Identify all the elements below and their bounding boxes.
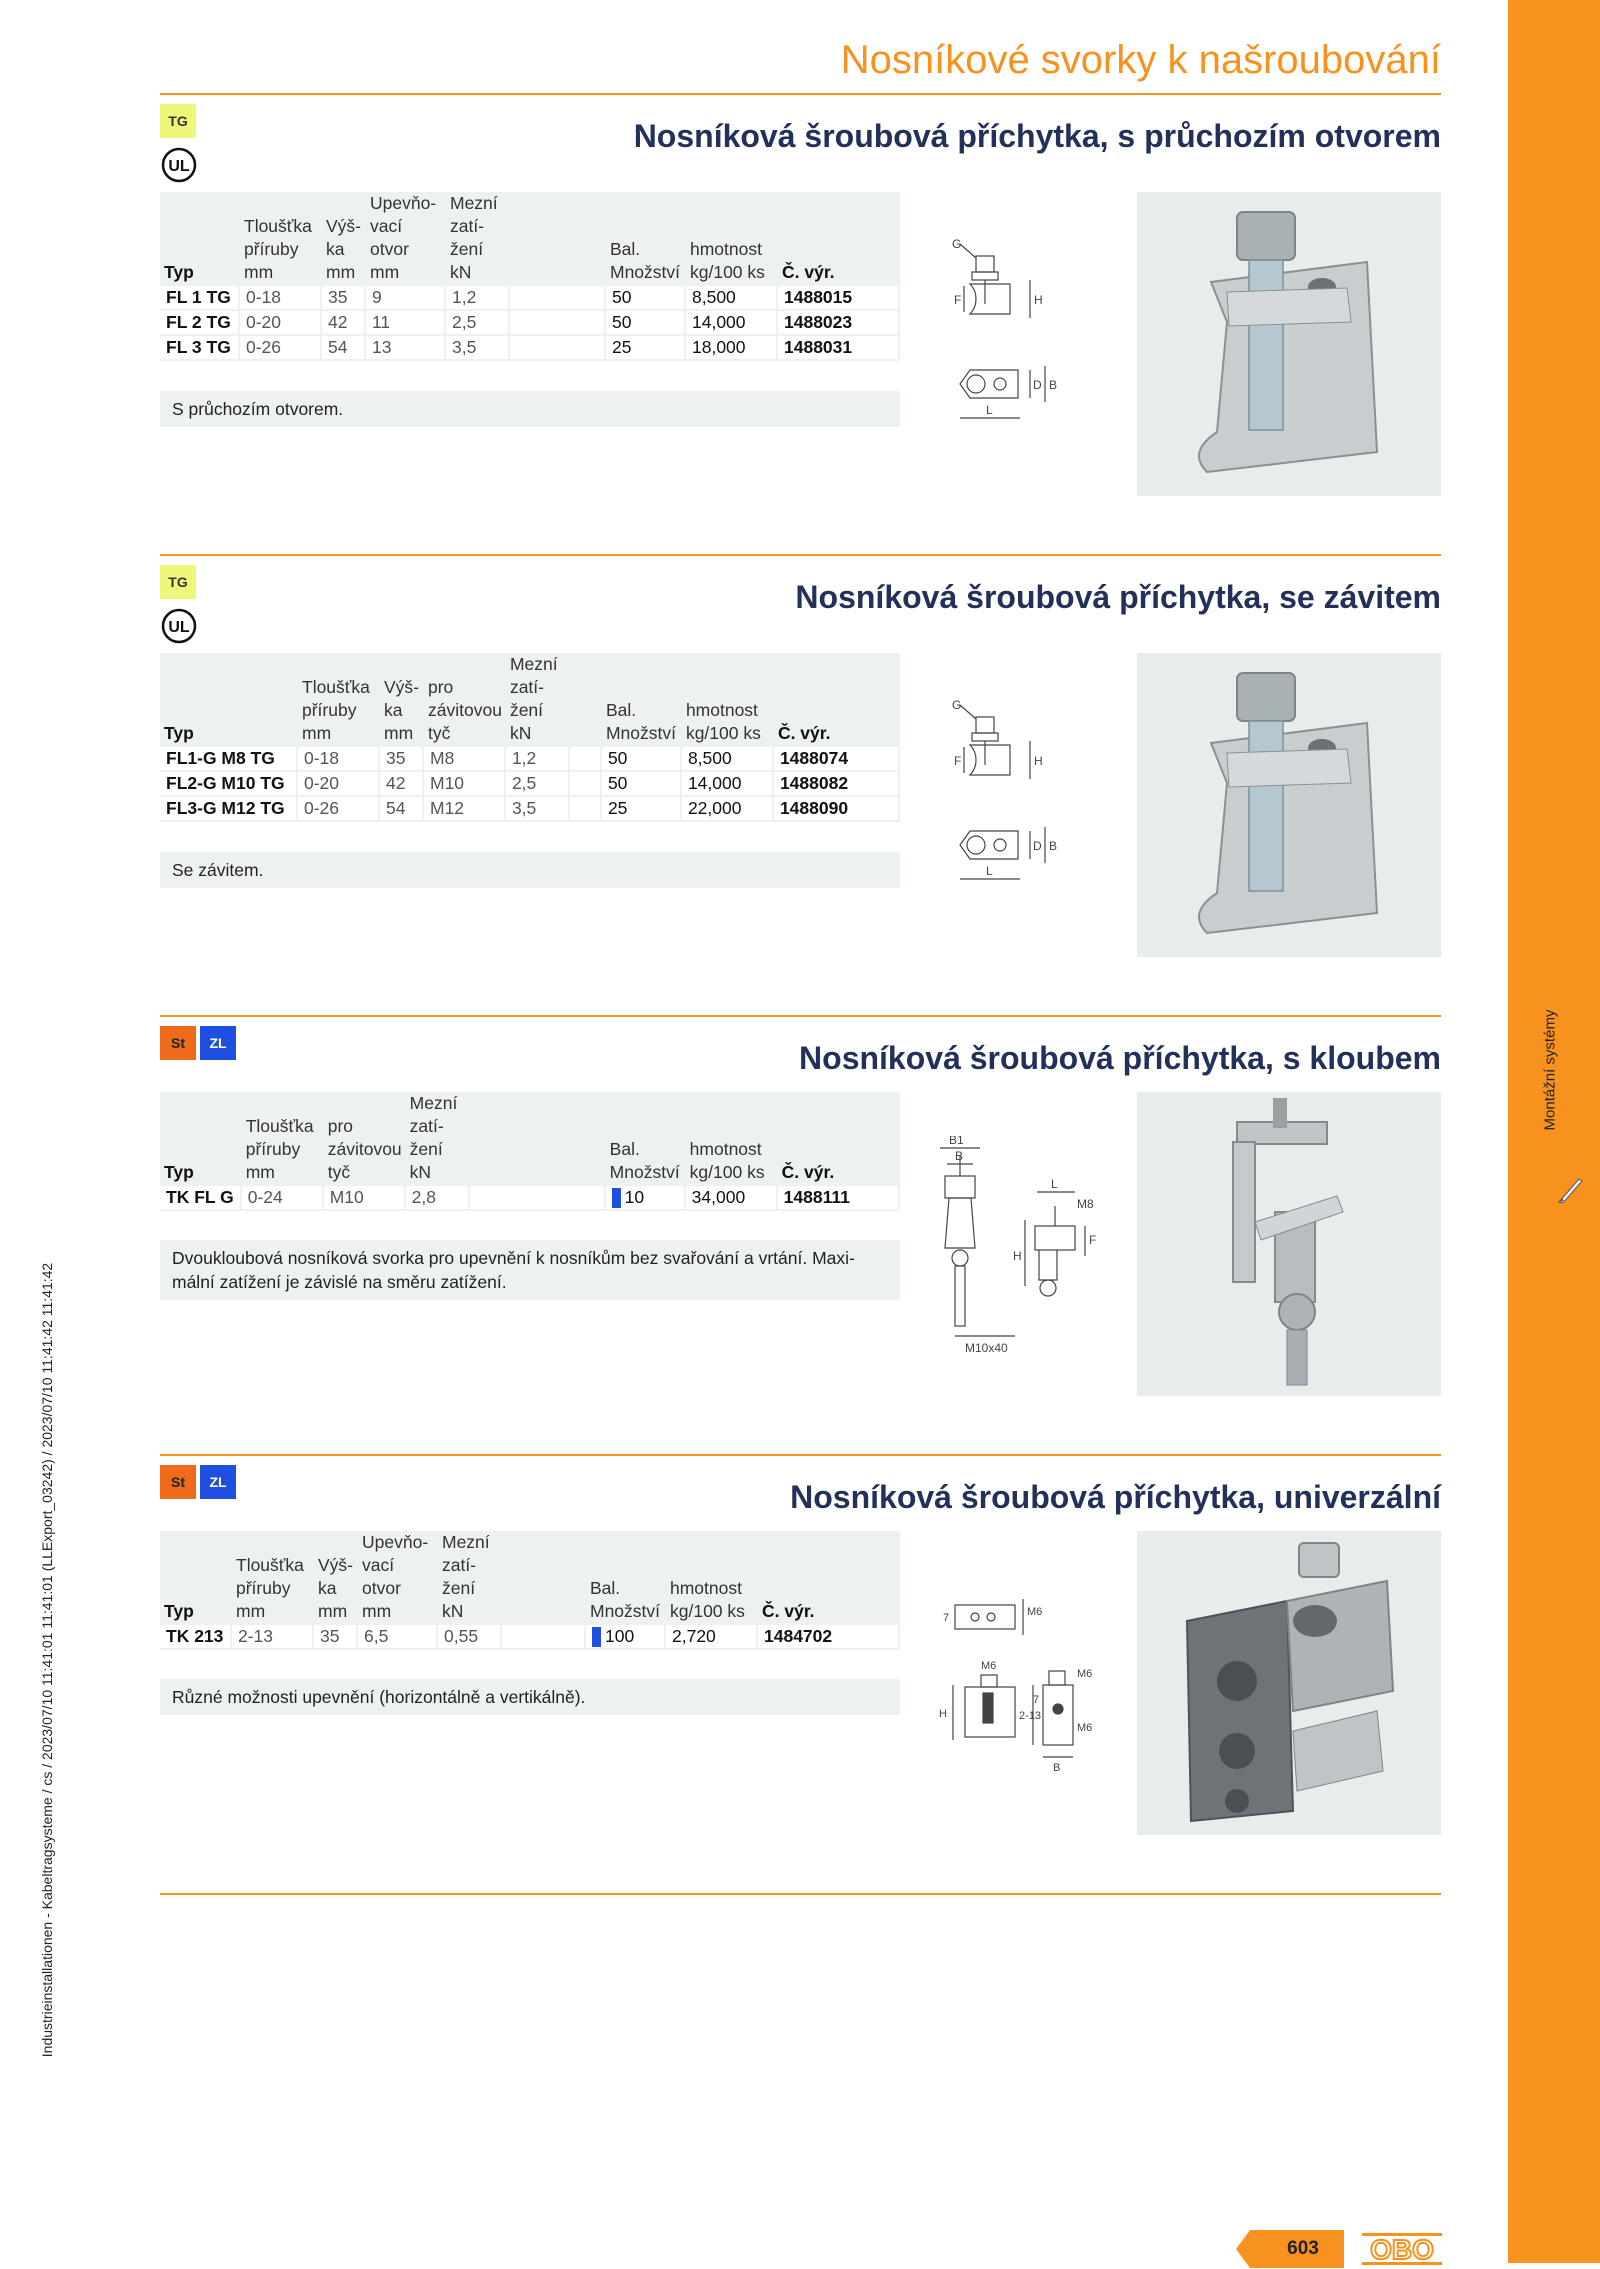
page-title: Nosníkové svorky k našroubování (840, 38, 1441, 82)
dim-label: H (1013, 1249, 1022, 1263)
dim-label: M8 (1077, 1197, 1094, 1211)
dim-label: L (986, 403, 993, 417)
svg-text:UL: UL (168, 619, 190, 636)
technical-drawing (925, 1585, 1115, 1795)
dim-label: 2-13 (1019, 1710, 1042, 1722)
table-row: FL1-G M8 TG 0-18 35 M8 1,2 50 8,500 1488074 (160, 747, 900, 772)
table-header-row: Typ Tloušťka příruby mm Výš- ka mm Upevňo- vací otvor mm Mezní zatí- žení kN Bal. Množství hmotnost kg/100 ks Č. výr. (164, 1532, 815, 1621)
material-badge-tg: TG (160, 104, 196, 138)
material-badge-st: St (160, 1465, 196, 1499)
table-header-row: Typ Tloušťka příruby mm Výš- ka mm pro závitovou tyč Mezní zatí- žení kN Bal. Množství hmotnost kg/100 ks Č. výr. (164, 654, 831, 743)
product-section-hinged (160, 1026, 1441, 1466)
table-row: TK FL G 0-24 M10 2,8 10 34,000 1488111 (160, 1186, 900, 1211)
product-photo (1137, 192, 1441, 496)
product-section-threaded (160, 565, 1441, 1005)
dim-label: M6 (1027, 1606, 1043, 1618)
dim-label: H (1034, 293, 1043, 307)
svg-text:UL: UL (168, 158, 190, 175)
material-badge-zl: ZL (200, 1026, 236, 1060)
dim-label: F (954, 293, 962, 307)
hinged-clamp-image (1137, 1092, 1441, 1396)
dim-label: D (1033, 839, 1042, 853)
dim-label: G (952, 237, 962, 251)
dim-label: F (1089, 1233, 1097, 1247)
header-type: Typ (164, 262, 194, 282)
dim-label: M10x40 (965, 1341, 1008, 1355)
ul-certification-icon (160, 607, 198, 645)
dim-label: M6 (1077, 1668, 1093, 1680)
zl-marker (592, 1627, 601, 1647)
product-photo (1137, 1531, 1441, 1835)
section-title: Nosníková šroubová příchytka, se závitem (795, 579, 1441, 615)
product-photo (1137, 1092, 1441, 1396)
spec-table (160, 653, 900, 822)
dim-label: L (986, 864, 993, 878)
material-badge-zl: ZL (200, 1465, 236, 1499)
dim-label: 7 (943, 1612, 950, 1624)
technical-drawing (925, 1136, 1115, 1366)
side-category-label: Montážní systémy (1541, 1009, 1559, 1131)
dim-label: B (1049, 839, 1058, 853)
product-section-universal (160, 1465, 1441, 1905)
dim-label: D (1033, 378, 1042, 392)
spec-table (160, 1531, 900, 1650)
product-note: Se závitem. (160, 852, 900, 888)
table-header-row: Typ Tloušťka příruby mm pro závitovou tyč Mezní zatí- žení kN Bal. Množství hmotnost kg/100 ks Č. výr. (164, 1093, 835, 1182)
zl-marker (612, 1188, 621, 1208)
dim-label: B1 (949, 1136, 964, 1147)
dim-label: G (952, 698, 962, 712)
universal-clamp-image (1137, 1531, 1441, 1835)
section-divider (160, 1015, 1441, 1017)
bottom-divider (160, 1893, 1441, 1895)
spec-table (160, 1092, 900, 1211)
table-row: TK 213 2-13 35 6,5 0,55 100 2,720 1484702 (160, 1625, 900, 1650)
table-row: FL 1 TG 0-18 35 9 1,2 50 8,500 1488015 (160, 286, 900, 311)
material-badge-tg: TG (160, 565, 196, 599)
technical-drawing (930, 234, 1110, 434)
ul-certification-icon (160, 146, 198, 184)
beam-clamp-image (1137, 653, 1441, 957)
product-section-through-hole (160, 104, 1441, 544)
dim-label: M6 (981, 1660, 997, 1672)
product-note: S průchozím otvorem. (160, 391, 900, 427)
top-divider (160, 93, 1441, 95)
section-title: Nosníková šroubová příchytka, s průchozím otvorem (633, 118, 1441, 154)
section-title: Nosníková šroubová příchytka, s kloubem (799, 1040, 1441, 1076)
section-title: Nosníková šroubová příchytka, univerzální (790, 1479, 1441, 1515)
table-header-row: Typ Tloušťka příruby mm Výš- ka mm Upevňo- vací otvor mm Mezní zatí- žení kN Bal. Množství hmotnost kg/100 ks Č. výr. (164, 193, 835, 282)
table-row: FL 3 TG 0-26 54 13 3,5 25 18,000 1488031 (160, 336, 900, 361)
table-row: FL 2 TG 0-20 42 11 2,5 50 14,000 1488023 (160, 311, 900, 336)
dim-label: H (1034, 754, 1043, 768)
table-row: FL3-G M12 TG 0-26 54 M12 3,5 25 22,000 1488090 (160, 797, 900, 822)
header-type: Typ (164, 723, 194, 743)
technical-drawing (930, 695, 1110, 895)
section-divider (160, 1454, 1441, 1456)
dim-label: B (1053, 1762, 1061, 1774)
dim-label: H (939, 1708, 947, 1720)
print-metadata-footer: Industrieinstallationen - Kabeltragsysteme / cs / 2023/07/10 11:41:01 11:41:01 (LLExport_03242) / 2023/07/10 11:41:42 11:41:42 (39, 1262, 55, 2058)
section-divider (160, 554, 1441, 556)
dim-label: F (954, 754, 962, 768)
dim-label: M6 (1077, 1722, 1093, 1734)
pencil-icon (1555, 1175, 1585, 1205)
material-badge-st: St (160, 1026, 196, 1060)
header-type: Typ (164, 1601, 194, 1621)
dim-label: B (1049, 378, 1058, 392)
dim-label: L (1051, 1177, 1058, 1191)
side-color-strip (1508, 0, 1600, 2263)
page-number: 603 (1287, 2238, 1319, 2259)
svg-text:OBO: OBO (1370, 2234, 1434, 2265)
product-photo (1137, 653, 1441, 957)
table-row: FL2-G M10 TG 0-20 42 M10 2,5 50 14,000 1488082 (160, 772, 900, 797)
product-note: Různé možnosti upevnění (horizontálně a vertikálně). (160, 1679, 900, 1715)
dim-label: B (955, 1149, 964, 1163)
dim-label: 7 (1033, 1694, 1040, 1706)
spec-table (160, 192, 900, 361)
header-type: Typ (164, 1162, 194, 1182)
beam-clamp-image (1137, 192, 1441, 496)
product-note: Dvoukloubová nosníková svorka pro upevnění k nosníkům bez svařování a vrtání. Maxi-mální zatížení je závislé na směru zatížení. (160, 1240, 900, 1300)
obo-logo (1362, 2229, 1442, 2269)
